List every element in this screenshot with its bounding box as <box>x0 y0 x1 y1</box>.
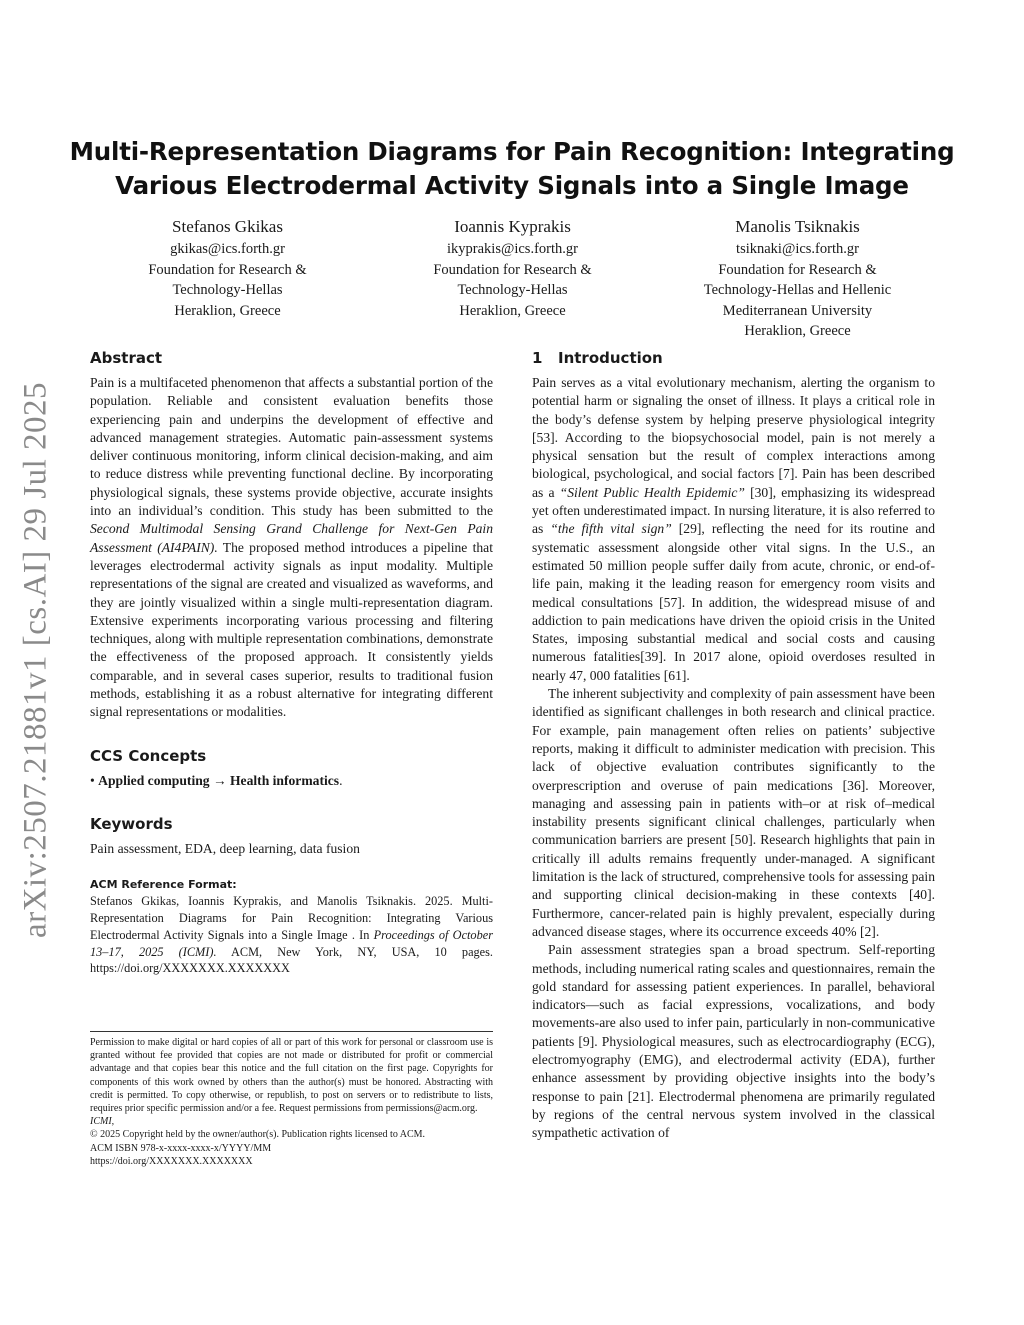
intro-text-part: [29], reflecting the need for its routine and systematic assessment alongside other vital signs. In the U.S., an estimated 50 million people suffer daily from acute, chronic, or end-of-life pain, making it the leading reason for emergency room visits and medical consultations [57]. In addition, the widespread misuse of and addiction to pain medications have driven the opioid crisis in the United States, imposing substantial medical and social costs and causing numerous fatalities[39]. In 2017 alone, opioid overdoses resulted in nearly 47, 000 fatalities [61]. <box>532 521 935 683</box>
keywords-heading: Keywords <box>90 814 173 833</box>
author-name: Manolis Tsiknakis <box>735 217 860 236</box>
author-kyprakis <box>375 216 650 342</box>
ccs-concepts-list <box>90 772 493 790</box>
title-line-2: Various Electrodermal Activity Signals into a Single Image <box>115 171 909 200</box>
arxiv-identifier-text: arXiv:2507.21881v1 [cs.AI] 29 Jul 2025 <box>17 381 54 939</box>
paper-title <box>60 135 964 203</box>
author-block <box>90 216 935 342</box>
acm-reference-proceedings: Proceedings of October 13–17, 2025 (ICMI). <box>90 927 493 959</box>
keywords-text: Pain assessment, EDA, deep learning, data fusion <box>90 840 360 856</box>
author-location: Heraklion, Greece <box>174 302 281 319</box>
abstract-text-part: The proposed method introduces a pipeline that leverages electrodermal activity signals as input modality. Multiple representations of the signal are created and visualized as waveforms, and they are jointly visualized within a single multi-representation diagram. Extensive experiments incorporating various processing and filtering techniques, along with multiple representation combinations, demonstrate the effectiveness of the proposed approach. It consistently yields comparable, and in several cases superior, results to traditional fusion methods, establishing it as a robust alternative for integrating different signal representations or modalities. <box>90 539 493 720</box>
footnote-venue-text: ICMI, <box>90 1116 115 1128</box>
author-affiliation-line: Foundation for Research & <box>718 261 877 278</box>
ccs-concepts-heading: CCS Concepts <box>90 746 207 765</box>
intro-text-part: Pain serves as a vital evolutionary mechanism, alerting the organism to potential harm or signaling the onset of illness. It plays a critical role in the body’s defense system by helping preserve physiological integrity [53]. According to the biopsychosocial model, pain is not merely a physical sensation but the result of complex interactions among biological, psychological, and social factors [7]. Pain has been described as a <box>532 375 935 500</box>
section-number: 1 <box>532 349 543 367</box>
intro-paragraph-2: The inherent subjectivity and complexity of pain assessment have been identified as significant challenges in both research and clinical practice. For example, pain management often relies on patients’ subjective reports, making it difficult to administer medication with precision. This lack of objective evaluation contributes significantly to the overprescription and overuse of pain medications [36]. Moreover, managing and assessing pain in patients with–or at risk of–medical instability presents significant clinical challenges, particularly when communication barriers are present [50]. Research highlights that pain in critically ill adults remains frequently under-managed. A significant limitation is the lack of structured, comprehensive tools for assessing pain and supporting clinical decision-making in these contexts [40]. Furthermore, cancer-related pain is highly prevalent, especially during advanced disease stages, where its occurrence exceeds 40% [2]. <box>532 686 935 939</box>
footnote-isbn: ACM ISBN 978-x-xxxx-xxxx-x/YYYY/MM <box>90 1142 272 1154</box>
introduction-heading <box>532 348 935 368</box>
acm-reference-part: ACM, New York, NY, USA, 10 pages. https://doi.org/XXXXXXX.XXXXXXX <box>90 944 493 976</box>
footnote-venue <box>90 1115 493 1128</box>
acm-reference-heading: ACM Reference Format: <box>90 878 237 892</box>
author-name: Stefanos Gkikas <box>172 217 283 236</box>
intro-quote-fifth-vital-sign: “the fifth vital sign” <box>550 521 672 537</box>
ccs-end: . <box>339 772 343 788</box>
footnote-doi: https://doi.org/XXXXXXX.XXXXXXX <box>90 1155 253 1167</box>
author-affiliation-line: Technology-Hellas <box>457 282 568 298</box>
abstract-text-part: Pain is a multifaceted phenomenon that affects a substantial portion of the population. Reliable and consistent evaluation benefits those experiencing pain and underpins the development of effective and advanced management strategies. Automatic pain-assessment systems deliver continuous monitoring, inform clinical decision-making, and aim to reduce distress while preventing functional decline. By incorporating physiological signals, these systems provide objective, accurate insights into an individual’s condition. This study has been submitted to the <box>90 375 493 519</box>
author-location: Heraklion, Greece <box>744 323 851 339</box>
title-line-1: Multi-Representation Diagrams for Pain Recognition: Integrating <box>69 137 955 166</box>
author-email: ikyprakis@ics.forth.gr <box>447 241 578 257</box>
permission-footnote <box>90 1031 493 1168</box>
arxiv-identifier-stamp <box>6 380 66 940</box>
footnote-permission: Permission to make digital or hard copies of all or part of this work for personal or classroom use is granted without fee provided that copies are not made or distributed for profit or commercial advantage and that copies bear this notice and the full citation on the first page. Copyrights for components of this work owned by others than the author(s) must be honored. Abstracting with credit is permitted. To copy otherwise, or republish, to post on servers or to redistribute to lists, requires prior specific permission and/or a fee. Request permissions from permissions@acm.org. <box>90 1037 493 1115</box>
author-affiliation-line: Technology-Hellas and Hellenic <box>703 282 892 298</box>
ccs-arrow: → <box>209 772 230 788</box>
abstract-italic-challenge: Second Multimodal Sensing Grand Challenge for Next-Gen Pain Assessment (AI4PAIN). <box>90 521 493 555</box>
ccs-item-health-informatics: Health informatics <box>229 772 340 788</box>
author-gkikas <box>90 216 365 342</box>
author-tsiknakis <box>660 216 935 342</box>
intro-quote-silent-epidemic: “Silent Public Health Epidemic” <box>559 484 745 500</box>
intro-paragraph-1 <box>532 374 935 685</box>
footnote-copyright: © 2025 Copyright held by the owner/author(s). Publication rights licensed to ACM. <box>90 1129 426 1141</box>
ccs-bullet: • <box>90 772 99 788</box>
author-location: Heraklion, Greece <box>459 302 566 319</box>
author-affiliation-line: Technology-Hellas <box>172 282 283 298</box>
acm-reference-text <box>90 893 493 977</box>
left-column <box>90 348 493 977</box>
author-name: Ioannis Kyprakis <box>454 217 571 236</box>
ccs-item-applied-computing: Applied computing <box>98 772 210 788</box>
author-email: tsiknaki@ics.forth.gr <box>736 241 859 257</box>
section-title: Introduction <box>558 349 663 367</box>
acm-reference-part: Stefanos Gkikas, Ioannis Kyprakis, and Manolis Tsiknakis. 2025. Multi-Representation Diagrams for Pain Recognition: Integrating Various Electrodermal Activity Signals into a Single Image . In <box>90 894 493 942</box>
author-affiliation-line: Foundation for Research & <box>148 261 307 278</box>
abstract-heading: Abstract <box>90 349 163 367</box>
author-affiliation-line: Foundation for Research & <box>433 261 592 278</box>
abstract-text <box>90 374 493 722</box>
right-column <box>532 348 935 1142</box>
author-email: gkikas@ics.forth.gr <box>170 241 285 257</box>
author-affiliation-line: Mediterranean University <box>722 302 873 319</box>
intro-paragraph-3: Pain assessment strategies span a broad spectrum. Self-reporting methods, including numerical rating scales and questionnaires, remain the gold standard for assessing patient experiences. In parallel, behavioral indicators—such as facial expressions, vocalizations, and body movements-are also used to infer pain, particularly in non-communicative patients [9]. Physiological measures, such as electrocardiography (ECG), electromyography (EMG), and electrodermal activity (EDA), further enhance assessment by providing objective insights into the body’s response to pain [21]. Electrodermal phenomena are primarily regulated by regions of the central nervous system involved in the classical sympathetic activation of <box>532 942 935 1141</box>
intro-text-part: [30], emphasizing its widespread yet often underestimated impact. In nursing literature, it is also referred to as <box>532 484 936 537</box>
